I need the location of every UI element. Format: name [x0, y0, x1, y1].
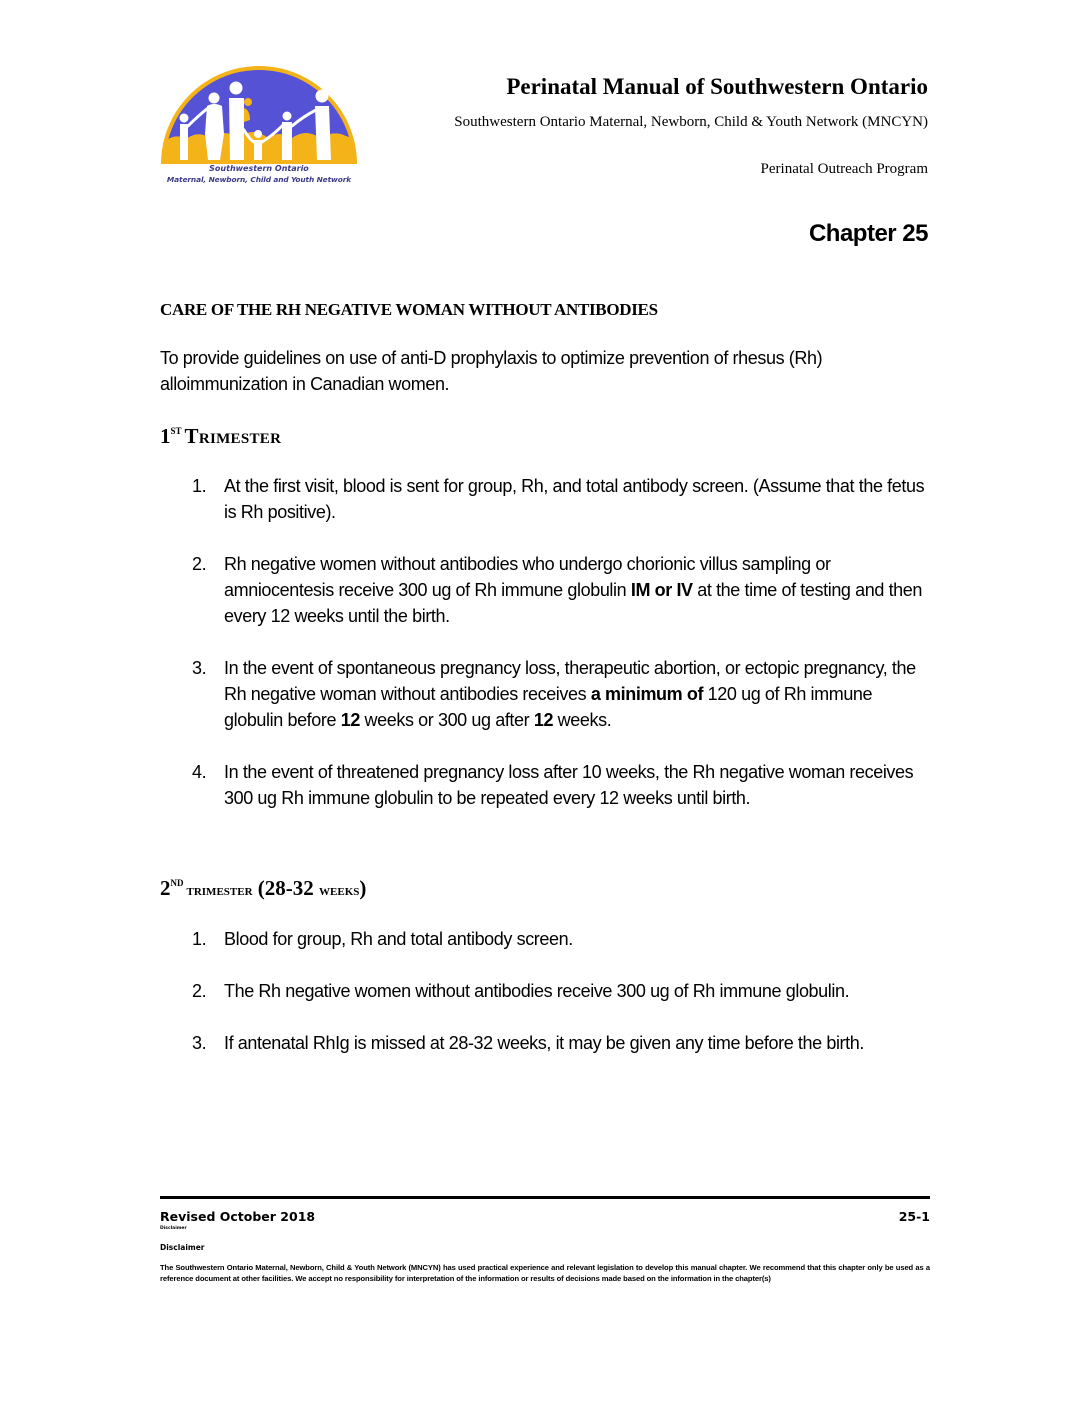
item-text: At the first visit, blood is sent for group, Rh, and total antibody screen. (Assume that the fetus is Rh positive).: [224, 476, 925, 522]
item-number: 3.: [192, 658, 207, 678]
item-number: 3.: [192, 1033, 207, 1053]
item-text: 120 ug of Rh immune globulin before: [224, 684, 873, 730]
heading-number: 2: [160, 876, 171, 900]
heading-paren-open: (28-32: [257, 876, 320, 900]
list-item: [192, 551, 932, 629]
footer-divider: [160, 1196, 930, 1199]
item-text: The Rh negative women without antibodies receive 300 ug of Rh immune globulin.: [224, 981, 850, 1001]
logo-caption-line2: Maternal, Newborn, Child and Youth Network: [166, 175, 352, 184]
item-text: In the event of threatened pregnancy loss after 10 weeks, the Rh negative woman receives 300 ug Rh immune globulin to be repeated every 12 weeks until birth.: [224, 762, 914, 808]
heading-ordinal: ND: [170, 878, 184, 888]
item-number: 2.: [192, 554, 207, 574]
logo-caption: [158, 163, 360, 185]
item-text-bold: IM or IV: [630, 580, 693, 600]
heading-text: Trimester: [184, 424, 282, 448]
first-trimester-list: [192, 473, 932, 837]
list-item: [192, 655, 932, 733]
second-trimester-list: [192, 926, 932, 1082]
list-item: [192, 1030, 932, 1056]
heading-text: trimester: [186, 882, 253, 899]
revision-date: Revised October 2018: [160, 1209, 316, 1224]
heading-paren-close: ): [359, 876, 367, 900]
program-name: Perinatal Outreach Program: [760, 161, 928, 177]
heading-number: 1: [160, 424, 171, 448]
item-text: If antenatal RhIg is missed at 28-32 weeks, it may be given any time before the birth.: [224, 1033, 864, 1053]
item-text: weeks.: [553, 710, 612, 730]
section-heading-2nd-trimester: [160, 876, 366, 901]
item-text: Rh negative women without antibodies who undergo chorionic villus sampling or amniocentesis receive 300 ug of Rh immune globulin: [224, 554, 831, 600]
item-text-bold: 12: [533, 710, 554, 730]
item-text-bold: a minimum of: [590, 684, 704, 704]
organization-name: Southwestern Ontario Maternal, Newborn, Child & Youth Network (MNCYN): [454, 114, 928, 130]
heading-paren-word: weeks: [319, 882, 360, 899]
tiny-disclaimer-label: Disclaimer: [160, 1226, 187, 1231]
item-text: In the event of spontaneous pregnancy loss, therapeutic abortion, or ectopic pregnancy, the Rh negative woman without antibodies receives: [224, 658, 916, 704]
manual-title: Perinatal Manual of Southwestern Ontario: [506, 74, 928, 99]
logo-caption-line1: Southwestern Ontario: [209, 164, 309, 173]
disclaimer-text: The Southwestern Ontario Maternal, Newborn, Child & Youth Network (MNCYN) has used practical experience and relevant legislation to develop this manual chapter. We recommend that this chapter only be used as a reference document at other facilities. We accept no responsibility for interpretation of the information or results of decisions made based on the information in the chapter(s): [160, 1263, 930, 1283]
item-text: Blood for group, Rh and total antibody screen.: [224, 929, 573, 949]
intro-paragraph: To provide guidelines on use of anti-D prophylaxis to optimize prevention of rhesus (Rh) alloimmunization in Canadian women.: [160, 348, 823, 394]
heading-ordinal: ST: [170, 426, 182, 436]
item-number: 2.: [192, 981, 207, 1001]
list-item: [192, 978, 932, 1004]
disclaimer-heading: Disclaimer: [160, 1243, 205, 1252]
list-item: [192, 759, 932, 811]
page-number: 25-1: [898, 1209, 930, 1224]
item-text-bold: 12: [340, 710, 360, 730]
item-number: 1.: [192, 929, 207, 949]
section-heading-1st-trimester: [160, 424, 281, 449]
document-title: CARE OF THE RH NEGATIVE WOMAN WITHOUT ANTIBODIES: [160, 300, 658, 319]
item-text: weeks or 300 ug after: [359, 710, 534, 730]
item-number: 4.: [192, 762, 207, 782]
chapter-number: Chapter 25: [808, 220, 928, 247]
list-item: [192, 473, 932, 525]
item-text: at the time of testing and then every 12 weeks until the birth.: [224, 580, 923, 626]
list-item: [192, 926, 932, 952]
item-number: 1.: [192, 476, 207, 496]
